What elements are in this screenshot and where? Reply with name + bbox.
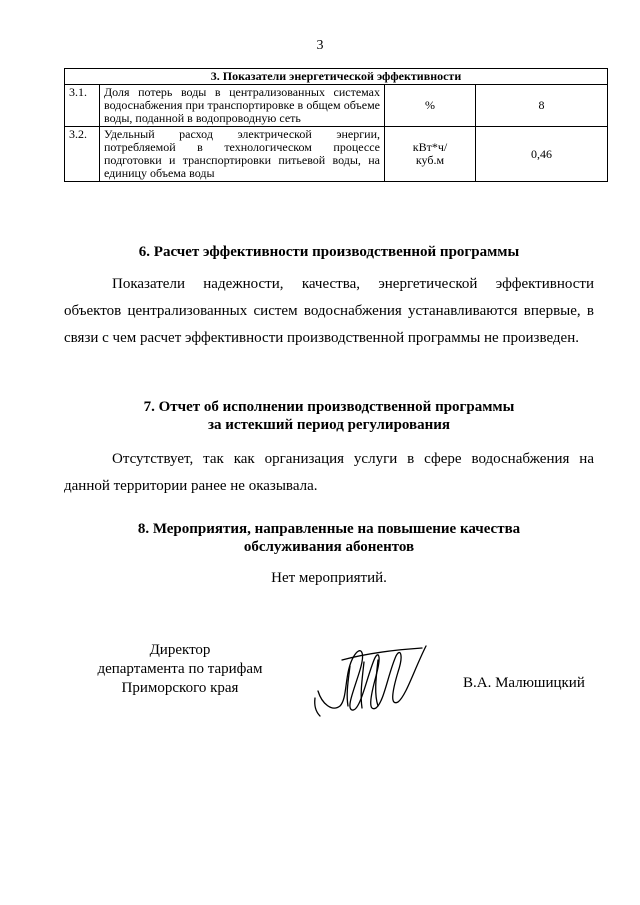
table-section-header-row — [65, 69, 608, 85]
unit-cell: % — [385, 85, 476, 127]
section-7-title — [64, 398, 594, 434]
unit-line: кВт*ч/ — [412, 140, 448, 154]
signer-title — [80, 641, 280, 698]
signer-title-line: департамента по тарифам — [97, 661, 263, 677]
row-number: 3.1. — [65, 85, 100, 127]
value-cell: 8 — [476, 85, 608, 127]
section-7-title-line: 7. Отчет об исполнении производственной программы — [143, 399, 515, 415]
indicator-description: Доля потерь воды в централизованных системах водоснабжения при транспортировке в общем объеме воды, поданной в водопроводную сеть — [100, 85, 385, 127]
section-6-text: Показатели надежности, качества, энергетической эффективности объектов централизованных систем водоснабжения устанавливаются впервые, в связи с чем расчет эффективности производственной программы не произведен. — [64, 276, 594, 346]
section-8-text: Нет мероприятий. — [271, 570, 387, 586]
section-8-title-line: 8. Мероприятия, направленные на повышение качества — [137, 521, 521, 537]
signer-name: В.А. Малюшицкий — [463, 675, 585, 691]
indicator-description: Удельный расход электрической энергии, потребляемой в технологическом процессе подготовки и транспортировки питьевой воды, на единицу объема воды — [100, 127, 385, 182]
signer-title-line: Директор — [149, 642, 211, 658]
indicators-table — [64, 68, 608, 182]
table-section-title: 3. Показатели энергетической эффективности — [65, 69, 608, 85]
unit-line: куб.м — [415, 153, 445, 167]
handwritten-signature — [312, 636, 432, 720]
section-8-title — [64, 520, 594, 556]
row-number: 3.2. — [65, 127, 100, 182]
table-row — [65, 127, 608, 182]
unit-cell — [385, 127, 476, 182]
signer-title-line: Приморского края — [121, 680, 239, 696]
section-6-title: 6. Расчет эффективности производственной программы — [138, 244, 520, 260]
table-row — [65, 85, 608, 127]
page-number: 3 — [316, 38, 324, 53]
section-7-title-line: за истекший период регулирования — [207, 417, 451, 433]
section-8-title-line: обслуживания абонентов — [243, 539, 415, 555]
section-7-text: Отсутствует, так как организация услуги в сфере водоснабжения на данной территории ранее не оказывала. — [64, 451, 594, 494]
value-cell: 0,46 — [476, 127, 608, 182]
